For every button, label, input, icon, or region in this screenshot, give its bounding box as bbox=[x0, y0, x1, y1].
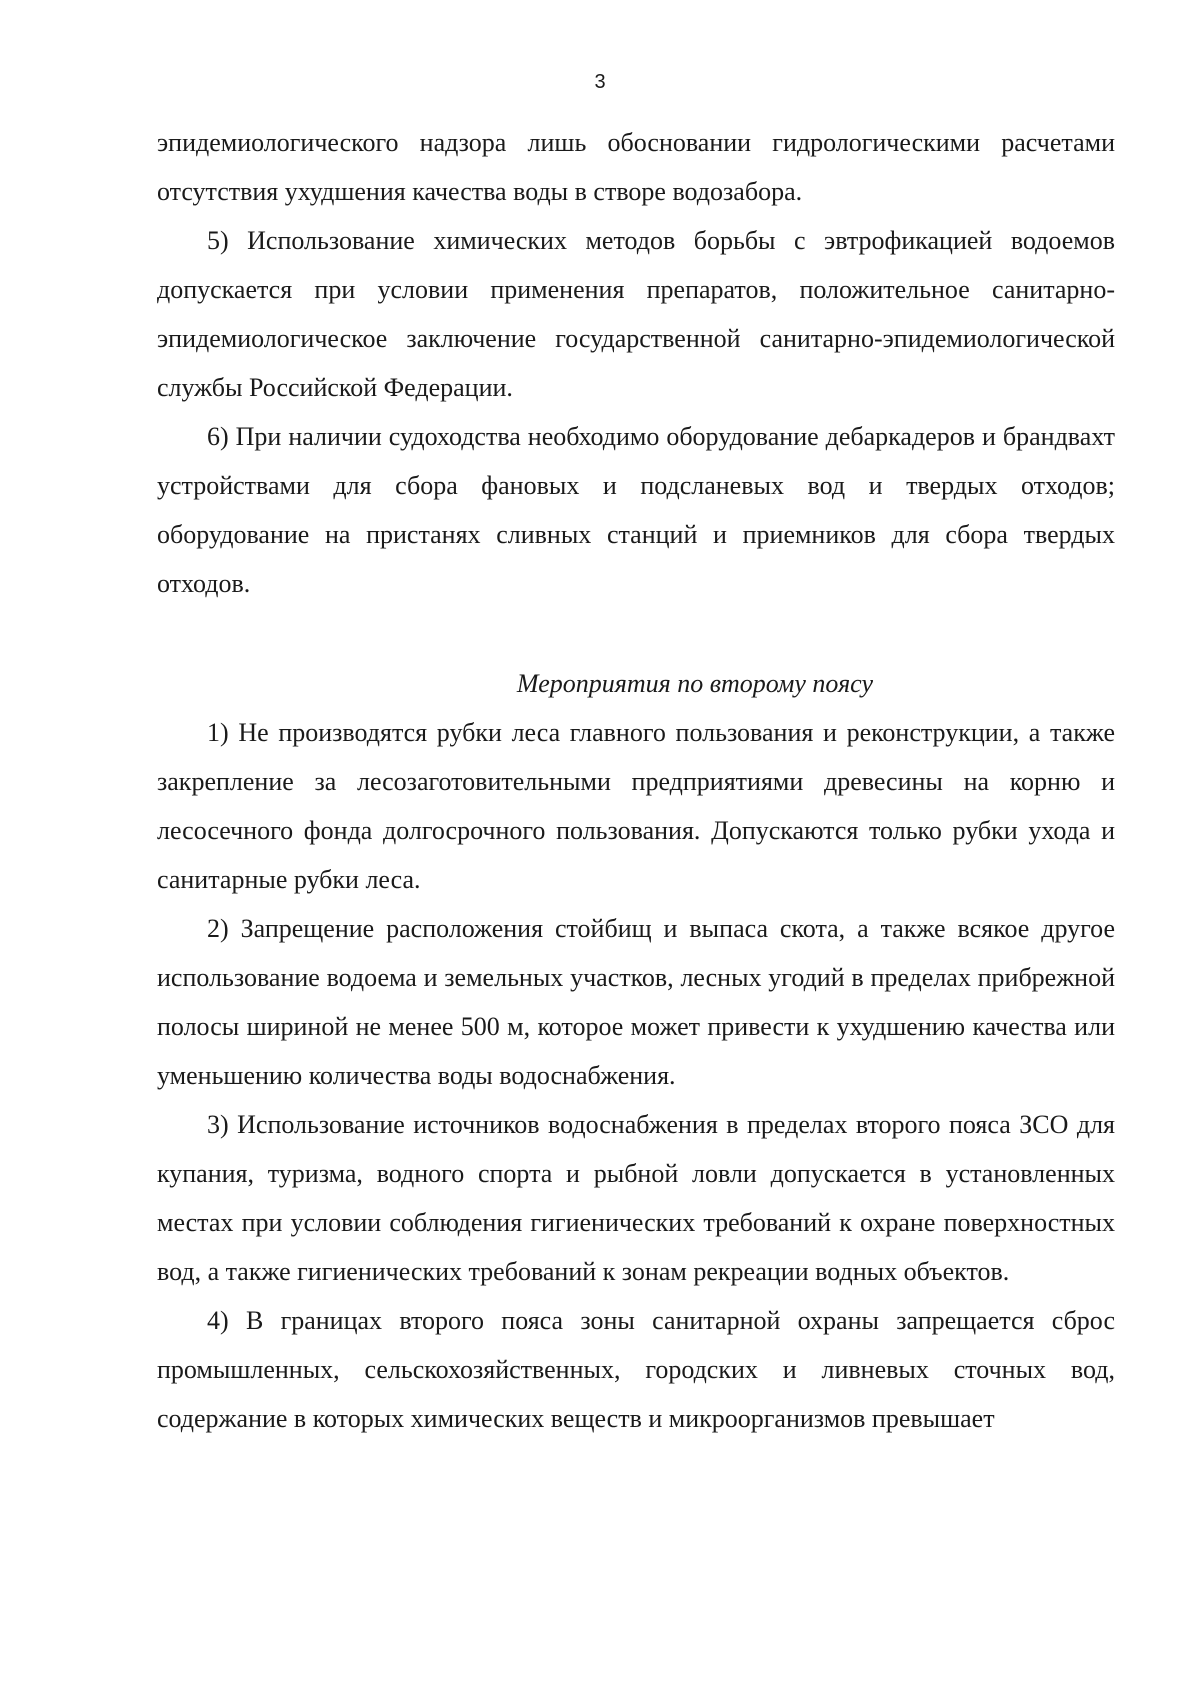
paragraph-continuation: эпидемиологического надзора лишь обосновании гидрологическими расчетами отсутствия ухудшения качества воды в створе водозабора. bbox=[157, 128, 1115, 206]
section-paragraph-3: 3) Использование источников водоснабжения в пределах второго пояса ЗСО для купания, туризма, водного спорта и рыбной ловли допускается в установленных местах при условии соблюдения гигиенических требований к охране поверхностных вод, а также гигиенических требований к зонам рекреации водных объектов. bbox=[157, 1110, 1115, 1286]
section-paragraph-1: 1) Не производятся рубки леса главного пользования и реконструкции, а также закрепление за лесозаготовительными предприятиями древесины на корню и лесосечного фонда долгосрочного пользования. Допускаются только рубки ухода и санитарные рубки леса. bbox=[157, 718, 1115, 894]
paragraph-item-5: 5) Использование химических методов борьбы с эвтрофикацией водоемов допускается при условии применения препаратов, положительное санитарно-эпидемиологическое заключение государственной санитарно-эпидемиологической службы Российской Федерации. bbox=[157, 226, 1115, 402]
section-paragraph-2: 2) Запрещение расположения стойбищ и выпаса скота, а также всякое другое использование водоема и земельных участков, лесных угодий в пределах прибрежной полосы шириной не менее 500 м, которое может привести к ухудшению качества или уменьшению количества воды водоснабжения. bbox=[157, 914, 1115, 1090]
section-paragraph-4: 4) В границах второго пояса зоны санитарной охраны запрещается сброс промышленных, сельскохозяйственных, городских и ливневых сточных вод, содержание в которых химических веществ и микроорганизмов превышает bbox=[157, 1306, 1115, 1433]
document-body bbox=[157, 118, 1115, 1443]
paragraph-item-6: 6) При наличии судоходства необходимо оборудование дебаркадеров и брандвахт устройствами для сбора фановых и подсланевых вод и твердых отходов; оборудование на пристанях сливных станций и приемников для сбора твердых отходов. bbox=[157, 422, 1115, 598]
page-number: 3 bbox=[594, 71, 606, 93]
section-spacer bbox=[157, 608, 1115, 659]
section-heading: Мероприятия по второму поясу bbox=[516, 669, 874, 698]
